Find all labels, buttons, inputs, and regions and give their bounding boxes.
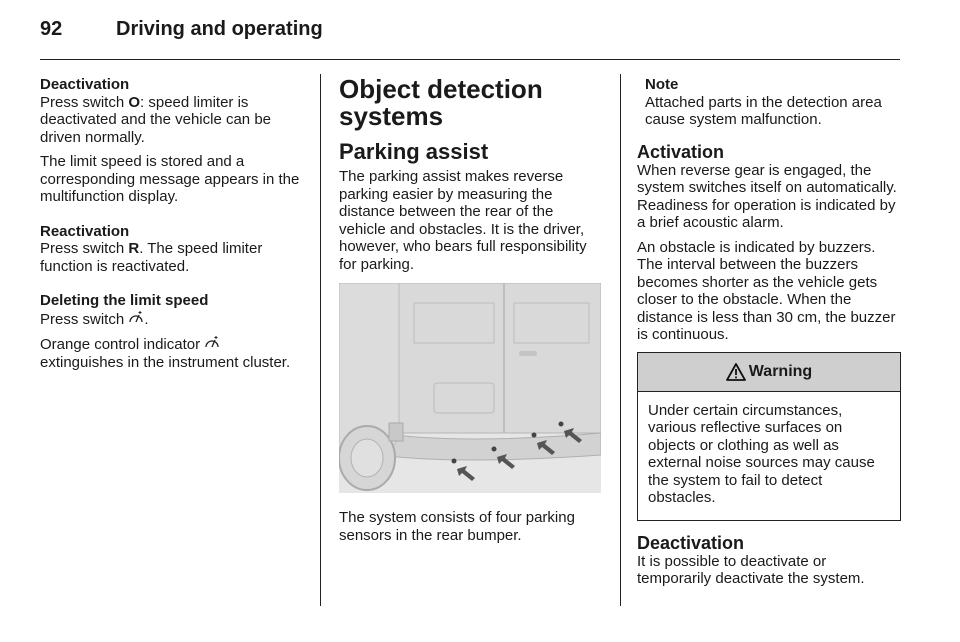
- header-rule: [40, 59, 900, 60]
- column-3: [637, 76, 903, 595]
- orange-indicator-text: Orange control indicator extinguishes in the instrument cluster.: [40, 336, 291, 371]
- note-text: Attached parts in the detection area cause system malfunction.: [645, 93, 882, 128]
- system-text: The system consists of four parking sensors in the rear bumper.: [339, 509, 575, 544]
- column-2: [339, 76, 604, 551]
- intro-text: The parking assist makes reverse parking easier by measuring the distance between the rear of the vehicle and obstacles. It is the driver, however, who bears full responsibility for parking.: [339, 168, 587, 273]
- column-divider: [620, 74, 621, 606]
- warning-title: Warning: [748, 362, 813, 380]
- stored-text: The limit speed is stored and a corresponding message appears in the multifunction display.: [40, 153, 300, 205]
- delete-speed-heading: Deleting the limit speed: [40, 292, 209, 309]
- van-rear-sensors-illustration: [339, 283, 601, 493]
- warning-header: [638, 353, 900, 392]
- activation-heading: Activation: [637, 141, 725, 162]
- warning-text: Under certain circumstances, various reflective surfaces on objects or clothing as well as external noise sources may cause the system to fail to detect obstacles.: [648, 401, 875, 506]
- speed-limiter-indicator-icon: [204, 335, 220, 350]
- deactivation-heading-2: Deactivation: [637, 532, 745, 553]
- switch-r-glyph: R: [128, 240, 140, 257]
- warning-triangle-icon: [726, 363, 746, 381]
- obstacle-text: An obstacle is indicated by buzzers. The interval between the buzzers becomes shorter as the vehicle gets closer to the obstacle. When the distance is less than 30 cm, the buzzer is continuous.: [637, 238, 896, 343]
- activation-text: When reverse gear is engaged, the system switches itself on automatically. Readiness for operation is indicated by a brief acoustic alarm.: [637, 161, 897, 231]
- reactivation-text: Press switch R. The speed limiter function is reactivated.: [40, 240, 263, 275]
- van-illustration-svg: [339, 283, 601, 493]
- column-1: [40, 76, 306, 378]
- note-heading: Note: [645, 76, 679, 93]
- switch-o-glyph: O: [128, 93, 141, 111]
- column-divider: [320, 74, 321, 606]
- reactivation-heading: Reactivation: [40, 222, 130, 240]
- page-number: 92: [40, 18, 63, 40]
- page-header: [40, 18, 323, 41]
- deactivation-text: Press switch O: speed limiter is deactivated and the vehicle can be driven normally.: [40, 93, 271, 146]
- parking-assist-heading: Parking assist: [339, 139, 489, 164]
- deactivation-text-2: It is possible to deactivate or temporarily deactivate the system.: [637, 552, 865, 587]
- page-title: Driving and operating: [116, 18, 323, 40]
- warning-box: [637, 352, 901, 521]
- deactivation-heading: Deactivation: [40, 76, 130, 93]
- section-heading: Object detection systems: [339, 74, 543, 131]
- speed-limiter-icon: [128, 310, 144, 325]
- delete-speed-text: Press switch .: [40, 310, 149, 328]
